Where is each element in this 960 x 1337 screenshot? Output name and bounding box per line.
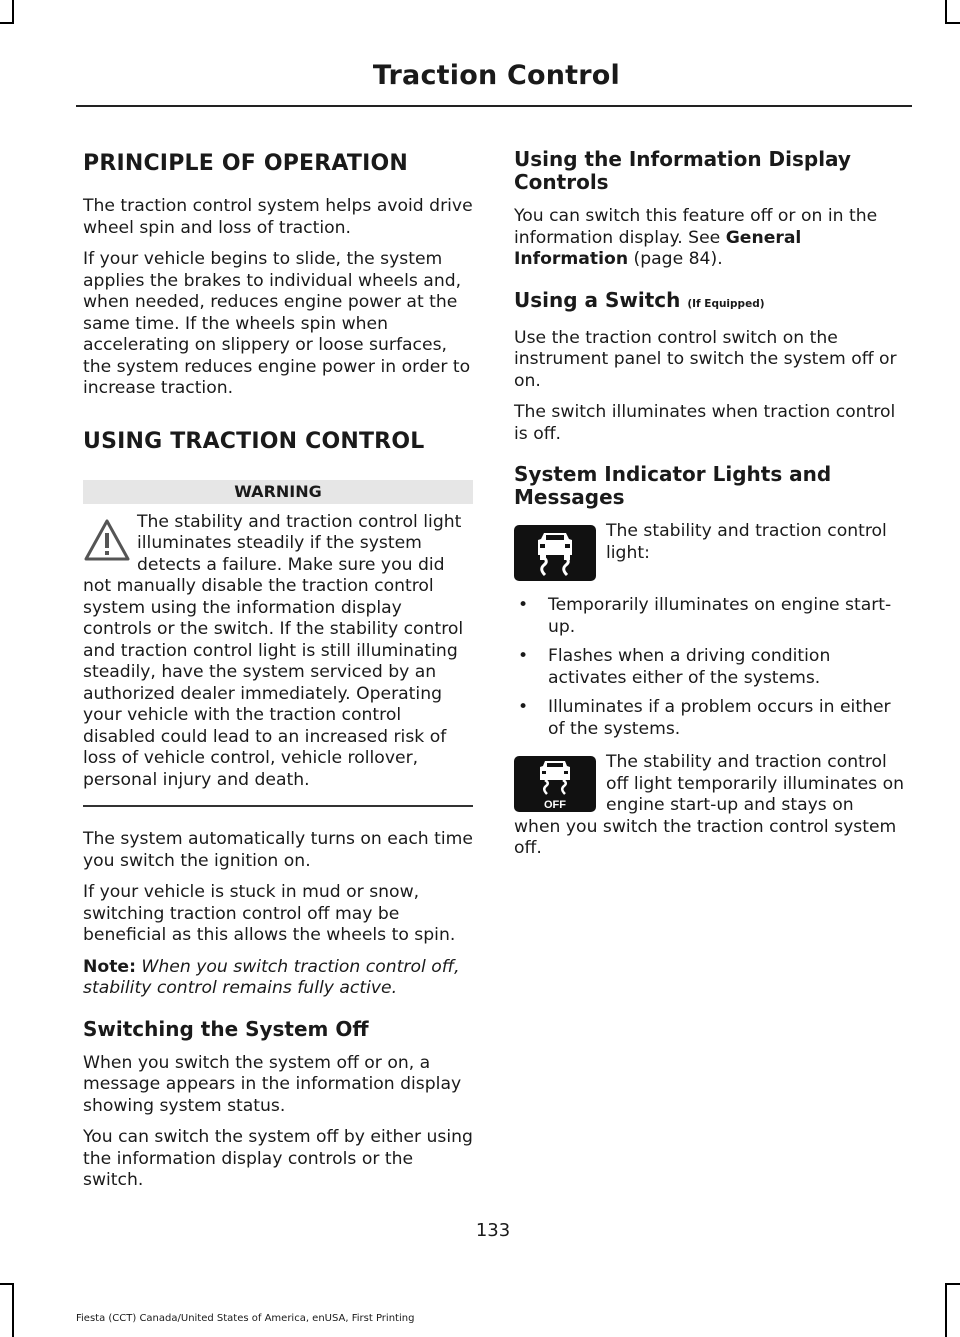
note-label: Note: <box>83 956 136 977</box>
bullet-symbol: • <box>518 697 529 717</box>
cross-reference-link[interactable]: General Information <box>514 227 802 269</box>
off-label: OFF <box>544 799 566 811</box>
paragraph: If your vehicle begins to slide, the system applies the brakes to individual wheels and, when needed, reduces engine power at the same time. If the wheels spin when accelerating on slippery or loose surfaces, the system reduces engine power in order to increase traction. <box>83 249 471 398</box>
warning-block <box>83 512 473 792</box>
crop-mark <box>12 0 14 22</box>
bullet-symbol: • <box>518 646 529 666</box>
crop-mark <box>945 0 947 22</box>
right-column <box>514 140 904 860</box>
list-item-text: Illuminates if a problem occurs in either of the systems. <box>548 697 891 739</box>
heading-using-switch <box>514 289 904 316</box>
paragraph: You can switch the system off by either using the information display controls or the switch. <box>83 1127 473 1190</box>
indicator-text: The stability and traction control light: <box>606 521 887 563</box>
crop-mark <box>12 1283 14 1337</box>
crop-mark <box>0 1283 14 1285</box>
note-text: When you switch traction control off, stability control remains fully active. <box>83 956 460 998</box>
warning-triangle-icon <box>83 516 131 564</box>
traction-control-light-icon <box>514 525 596 581</box>
page-number: 133 <box>475 1220 511 1241</box>
paragraph <box>514 206 904 271</box>
if-equipped-tag: (If Equipped) <box>687 297 765 310</box>
paragraph: The system automatically turns on each time you switch the ignition on. <box>83 829 473 871</box>
header-rule <box>76 105 912 107</box>
warning-label: WARNING <box>83 480 473 504</box>
list-item-text: Flashes when a driving condition activates either of the systems. <box>548 646 831 688</box>
list-item <box>514 646 904 689</box>
warning-text: The stability and traction control light illuminates steadily if the system detects a failure. Make sure you did not manually disable the traction control system using the information display controls or the switch. If the stability control and traction control light is still illuminating steadily, have the system serviced by an authorized dealer immediately. Operating your vehicle with the traction control disabled could lead to an increased risk of loss of vehicle control, vehicle rollover, personal injury and death. <box>83 511 464 790</box>
warning-rule <box>83 805 473 807</box>
skidding-car-off-icon <box>514 756 596 812</box>
list-item <box>514 697 904 740</box>
heading-switching-off: Switching the System Off <box>83 1016 369 1041</box>
traction-control-off-light-icon <box>514 756 596 812</box>
heading-text: Using a Switch <box>514 287 681 312</box>
paragraph: When you switch the system off or on, a message appears in the information display showing system status. <box>83 1052 462 1116</box>
skidding-car-icon <box>514 525 596 581</box>
text: (page 84). <box>633 249 723 269</box>
crop-mark <box>945 1283 960 1285</box>
crop-mark <box>945 1283 947 1337</box>
heading-principle: PRINCIPLE OF OPERATION <box>83 151 409 176</box>
paragraph: The traction control system helps avoid drive wheel spin and loss of traction. <box>83 196 473 238</box>
heading-using-traction-control: USING TRACTION CONTROL <box>83 428 425 454</box>
heading-info-display-controls: Using the Information Display Controls <box>514 147 851 194</box>
crop-mark <box>0 22 14 24</box>
paragraph: If your vehicle is stuck in mud or snow, switching traction control off may be beneficial as this allows the wheels to spin. <box>83 882 456 945</box>
bullet-symbol: • <box>518 595 529 615</box>
list-item <box>514 595 904 638</box>
indicator-block <box>514 752 904 860</box>
indicator-block <box>514 521 904 585</box>
paragraph: Use the traction control switch on the instrument panel to switch the system off or on. <box>514 327 897 391</box>
note <box>83 957 473 1000</box>
indicator-text: The stability and traction control off light temporarily illuminates on engine start-up and stays on when you switch the traction control system off. <box>514 752 905 858</box>
list-item-text: Temporarily illuminates on engine start-up. <box>548 595 892 637</box>
page-header-title: Traction Control <box>372 60 620 91</box>
heading-indicator-lights: System Indicator Lights and Messages <box>514 462 832 509</box>
text: You can switch this feature off or on in the information display. See <box>514 206 878 248</box>
bullet-list <box>514 595 904 740</box>
paragraph: The switch illuminates when traction control is off. <box>514 402 896 444</box>
footer-text: Fiesta (CCT) Canada/United States of America, enUSA, First Printing <box>76 1313 415 1324</box>
crop-mark <box>945 22 960 24</box>
left-column <box>83 140 473 1202</box>
